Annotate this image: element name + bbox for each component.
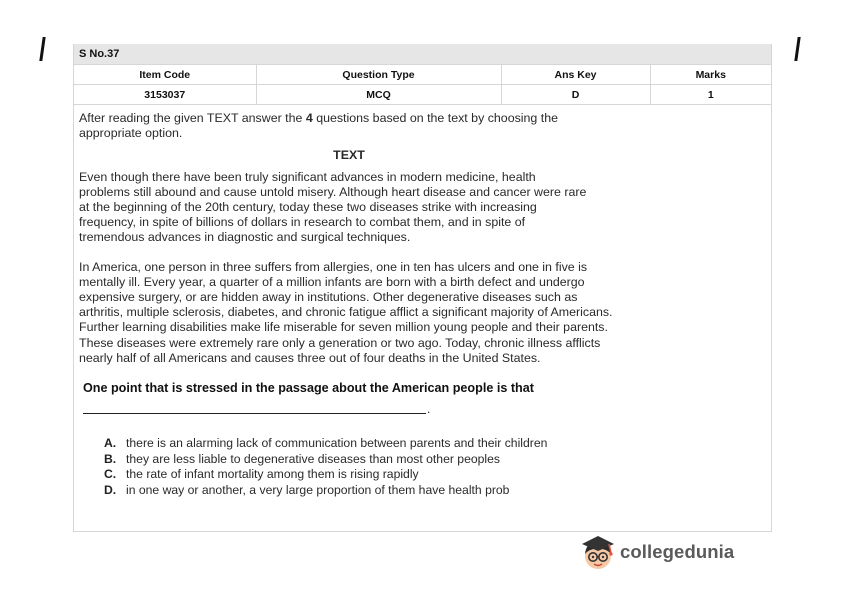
instruction-text [79,111,619,141]
answer-options [104,436,771,498]
col-marks-header: Marks [650,65,771,85]
marks-value: 1 [650,85,771,105]
question-content [74,111,771,498]
mascot-graduate-icon [578,533,618,573]
option-d [104,483,771,499]
option-text: the rate of infant mortality among them is rising rapidly [126,467,419,482]
left-bracket-mark [39,37,45,61]
option-text: there is an alarming lack of communication between parents and their children [126,436,548,451]
col-ans-key-header: Ans Key [501,65,650,85]
item-code-value: 3153037 [74,85,256,105]
option-letter: D. [104,482,117,497]
option-text: they are less liable to degenerative diseases than most other peoples [126,451,500,466]
option-letter: A. [104,436,117,451]
brand-name: collegedunia [620,541,735,562]
instruction-after: questions based on the text by choosing the appropriate option. [79,111,558,141]
meta-value-row [74,85,771,105]
option-c [104,467,771,483]
instruction-before: After reading the given TEXT answer the [79,111,306,125]
option-letter: B. [104,451,117,466]
meta-header-row [74,65,771,85]
question-type-value: MCQ [256,85,501,105]
blank-period: . [427,402,431,417]
col-item-code-header: Item Code [74,65,256,85]
option-letter: C. [104,467,117,482]
option-text: in one way or another, a very large proportion of them have health prob [126,482,510,497]
text-heading: TEXT [333,148,365,163]
question-meta-table [74,64,771,105]
ans-key-value: D [501,85,650,105]
option-b [104,452,771,468]
instruction-count: 4 [305,111,313,125]
question-sheet [73,44,772,532]
serial-number-header: S No.37 [74,44,771,64]
col-question-type-header: Question Type [256,65,501,85]
question-stem: One point that is stressed in the passage about the American people is that [83,381,534,396]
right-bracket-mark [794,37,800,61]
option-a [104,436,771,452]
passage-paragraph-2: In America, one person in three suffers from allergies, one in ten has ulcers and one in five is mentally ill. Every year, a quarter of a million infants are born with a birth defect and undergo expensive surgery, or are hidden away in institutions. Other degenerative diseases such as arthritis, multiple sclerosis, diabetes, and chronic fatigue afflict a significant majority of Americans. Further learning disabilities make life miserable for seven million young people and their parents. These diseases were extremely rare only a generation or two ago. Today, chronic illness afflicts nearly half of all Americans and causes three out of four deaths in the United States. [79,259,613,365]
collegedunia-logo [578,529,748,579]
blank-underline [83,409,426,414]
passage-paragraph-1: Even though there have been truly significant advances in modern medicine, health problems still abound and cause untold misery. Although heart disease and cancer were rare at the beginning of the 20th century, today these two diseases strike with increasing frequency, in spite of billions of dollars in research to combat them, and in spite of tremendous advances in diagnostic and surgical techniques. [79,169,587,245]
answer-blank [83,402,771,417]
